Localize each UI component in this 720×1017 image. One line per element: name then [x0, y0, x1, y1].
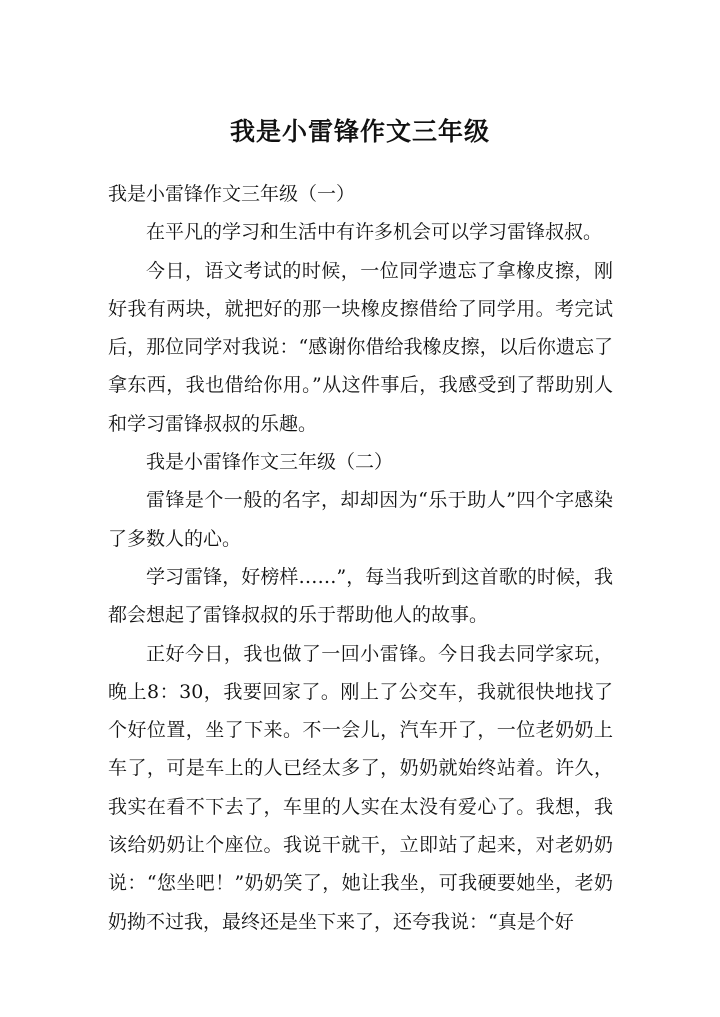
document-title: 我是小雷锋作文三年级 [229, 117, 490, 146]
paragraph: 今日，语文考试的时候，一位同学遗忘了拿橡皮擦，刚好我有两块，就把好的那一块橡皮擦借给了同学用。考完试后，那位同学对我说：“感谢你借给我橡皮擦，以后你遗忘了拿东西，我也借给你用。”从这件事后，我感受到了帮助别人和学习雷锋叔叔的乐趣。 [108, 259, 613, 435]
paragraph: 学习雷锋，好榜样……”，每当我听到这首歌的时候，我都会想起了雷锋叔叔的乐于帮助他人的故事。 [108, 565, 613, 627]
paragraph: 雷锋是个一般的名字，却却因为“乐于助人”四个字感染了多数人的心。 [108, 489, 613, 550]
paragraph: 在平凡的学习和生活中有许多机会可以学习雷锋叔叔。 [146, 221, 603, 244]
paragraph-heading-1: 我是小雷锋作文三年级（一） [108, 183, 356, 205]
paragraph-heading-2: 我是小雷锋作文三年级（二） [146, 451, 394, 474]
paragraph: 正好今日，我也做了一回小雷锋。今日我去同学家玩，晚上8：30，我要回家了。刚上了公交车，我就很快地找了个好位置，坐了下来。不一会儿，汽车开了，一位老奶奶上车了，可是车上的人已经太多了，奶奶就始终站着。许久，我实在看不下去了，车里的人实在太没有爱心了。我想，我该给奶奶让个座位。我说干就干，立即站了起来，对老奶奶说：“您坐吧！”奶奶笑了，她让我坐，可我硬要她坐，老奶奶拗不过我，最终还是坐下来了，还夸我说：“真是个好 [108, 642, 613, 933]
document-body [108, 175, 613, 941]
